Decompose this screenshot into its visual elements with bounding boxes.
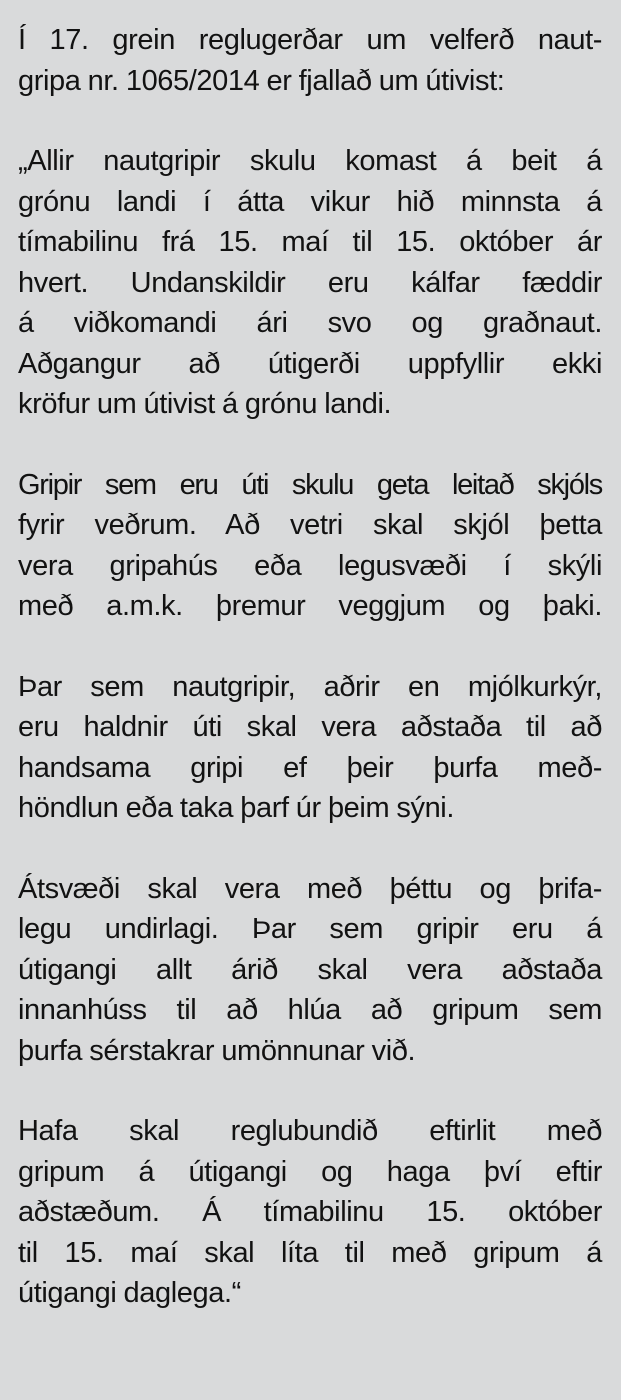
text-line: eru haldnir úti skal vera aðstaða til að — [18, 711, 602, 743]
text-line: Þar sem nautgripir, aðrir en mjólkurkýr, — [18, 670, 602, 703]
text-line: á viðkomandi ári svo og graðnaut. — [18, 307, 602, 339]
text-line: Aðgangur að útigerði uppfyllir ekki — [18, 347, 602, 380]
text-line: útigangi daglega.“ — [18, 1277, 241, 1309]
text-line: handsama gripi ef þeir þurfa með- — [18, 751, 602, 784]
text-line: gripum á útigangi og haga því eftir — [18, 1155, 602, 1188]
text-line: hvert. Undanskildir eru kálfar fæddir — [18, 266, 602, 299]
text-line: grónu landi í átta vikur hið minnsta á — [18, 185, 602, 218]
text-line: Gripir sem eru úti skulu geta leitað skjóls — [18, 468, 602, 501]
text-line: kröfur um útivist á grónu landi. — [18, 388, 392, 420]
text-line: innanhúss til að hlúa að gripum sem — [18, 994, 602, 1026]
text-line: Átsvæði skal vera með þéttu og þrifa- — [18, 872, 602, 905]
text-line: tímabilinu frá 15. maí til 15. október ár — [18, 226, 602, 258]
text-line: legu undirlagi. Þar sem gripir eru á — [18, 913, 602, 945]
text-line: fyrir veðrum. Að vetri skal skjól þetta — [18, 509, 602, 541]
text-line: „Allir nautgripir skulu komast á beit á — [18, 145, 602, 177]
text-line: Hafa skal reglubundið eftirlit með — [18, 1115, 602, 1147]
text-line: með a.m.k. þremur veggjum og þaki. — [18, 590, 602, 622]
quote-paragraph-supervision — [18, 1111, 602, 1314]
text-line: höndlun eða taka þarf úr þeim sýni. — [18, 792, 454, 824]
text-line: þurfa sérstakrar umönnunar við. — [18, 1034, 416, 1067]
quote-paragraph-grazing — [18, 141, 602, 425]
text-line: til 15. maí skal líta til með gripum á — [18, 1236, 602, 1269]
quote-paragraph-handling — [18, 667, 602, 829]
text-line: útigangi allt árið skal vera aðstaða — [18, 953, 602, 986]
text-line: gripa nr. 1065/2014 er fjallað um útivist: — [18, 64, 505, 97]
intro-paragraph — [18, 20, 602, 101]
text-line: aðstæðum. Á tímabilinu 15. október — [18, 1196, 602, 1228]
text-line: Í 17. grein reglugerðar um velferð naut- — [18, 24, 602, 56]
text-line: vera gripahús eða legusvæði í skýli — [18, 549, 602, 582]
quote-paragraph-feeding-area — [18, 869, 602, 1072]
quote-paragraph-shelter — [18, 465, 602, 627]
